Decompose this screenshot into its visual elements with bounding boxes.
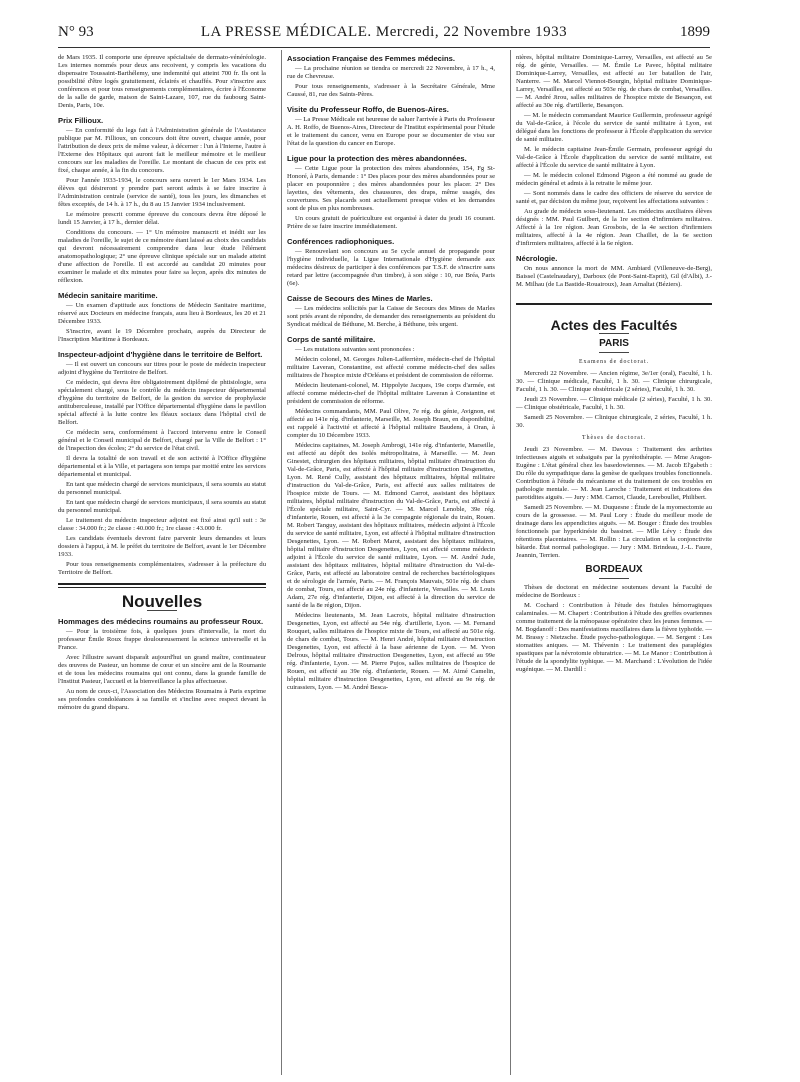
nouvelles-heading: Nouvelles — [121, 592, 203, 611]
paragraph: Pour tous renseignements complémentaires, s'adresser à la préfecture du Territoire de Belfort. — [58, 561, 266, 576]
heading-dash — [599, 578, 629, 579]
paragraph: Médecin colonel, M. Georges Julien-Lafferrière, médecin-chef de l'hôpital militaire Laveran, Constantine, est affecté comme médecin-chef des salles militaires de l'hospice mixte d'Orléans et président de commission de réforme. — [287, 356, 495, 379]
section-title: Conférences radiophoniques. — [287, 237, 395, 246]
paragraph: — Cette Ligue pour la protection des mères abandonnées, 154, Fg St-Honoré, à Paris, demande : 1° Des places pour des mères abandonnées pour se placer en pouponnière ; des mères abandonnées pour les placer. 2° Des layettes, des vêtements, des chaussures, des draps, même usagés, des couvertures. Ses placards sont actuellement presque vides et les demandes sont de plus en plus nombreuses. — [287, 165, 495, 212]
paragraph: Mercredi 22 Novembre. — Ancien régime, 3e/1er (oral), Faculté, 1 h. 30. — Clinique médicale, Faculté, 1 h. 30. — Clinique chirurgicale, Faculté, 1 h. 30. — Clinique obstétricale (2 séries), Faculté, 1 h. 30. — [516, 370, 712, 393]
paragraph: Médecin lieutenant-colonel, M. Hippolyte Jacques, 19e corps d'armée, est affecté comme médecin-chef de l'hôpital militaire Laveran à Constantine et président de commission de réforme. — [287, 382, 495, 405]
paragraph: — Renouvelant son concours au 5e cycle annuel de propagande pour l'hygiène individuelle, la Ligue Internationale d'Hygiène demande aux médecins désireux de participer à des conférences par T.S.F. de s'inscrire sans retard par lettre (accompagnée d'un timbre), à son siège : 10, rue Bréa, Paris (6e). — [287, 248, 495, 287]
theses-label: Thèses de doctorat. — [582, 435, 646, 441]
paragraph: — Un examen d'aptitude aux fonctions de Médecin Sanitaire maritime, réservé aux Docteurs en médecine français, aura lieu à Bordeaux, les 20 et 21 Décembre 1933. — [58, 302, 266, 325]
paragraph: — En conformité du legs fait à l'Administration générale de l'Assistance publique par M. Fillioux, un concours doit être ouvert, chaque année, pour l'attribution de deux prix de même valeur, à décerner : l'un à l'Interne, l'autre à l'Externe des Hôpitaux qui auront fait le meilleur mémoire et le meilleur concours sur les maladies de l'oreille. Le montant de chacun de ces prix est fixé, chaque année, à la fin du concours. — [58, 127, 266, 174]
paragraph: — Sont nommés dans le cadre des officiers de réserve du service de santé et, par décision du même jour, reçoivent les affectations suivantes : — [516, 190, 712, 205]
section-rule — [516, 303, 712, 305]
examens-label: Examens de doctorat. — [578, 359, 650, 365]
heading-dash — [599, 333, 629, 334]
actes-heading: Actes des Facultés — [550, 317, 678, 333]
journal-title: LA PRESSE MÉDICALE. Mercredi, 22 Novembre 1933 — [200, 24, 568, 40]
paragraph: Jeudi 23 Novembre. — Clinique médicale (2 séries), Faculté, 1 h. 30. — Clinique obstétricale, Faculté, 1 h. 30. — [516, 396, 712, 411]
section-title: Caisse de Secours des Mines de Marles. — [287, 294, 433, 303]
page-header — [58, 24, 710, 46]
paragraph: Il devra la totalité de son travail et de son activité à l'Office d'hygiène départemental et à la Ville, et partagera son temps par moitié entre les services départemental et municipal. — [58, 455, 266, 478]
section-title: Visite du Professeur Roffo, de Buenos-Aires. — [287, 105, 449, 114]
paragraph: Médecins commandants, MM. Paul Olive, 7e rég. du génie, Avignon, est affecté au 141e rég. d'infanterie, Marseille, M. Joseph Braun, en disponibilité, est rappelé à l'activité et affecté à l'hôpital militaire Baudens, à Oran, à compter du 10 Décembre 1933. — [287, 408, 495, 439]
paragraph: Médecins lieutenants, M. Jean Lacroix, hôpital militaire d'instruction Desgenettes, Lyon, est affecté au 54e rég. d'artillerie, Lyon. — M. Fernand Rouquet, salles militaires de l'hospice mixte de Tours, est affecté au 501e rég. de chars de combat, Tours. — M. Henri André, hôpital militaire d'instruction Desgenettes, Lyon, est affecté à la base aérienne de Lyon. — M. Yvon Delrous, hôpital militaire d'instruction Desgenettes, Lyon, est affecté au 99e rég. d'infanterie, Lyon. — M. Pierre Pujos, salles militaires de l'hospice de Rouen, est affecté au 39e rég. d'infanterie, Rouen. — M. Aimé Camelin, hôpital militaire d'instruction Desgenettes, Lyon, est affecté au 9e rég. de cuirassiers, Lyon. — M. André Besca- — [287, 612, 495, 691]
paragraph: nières, hôpital militaire Dominique-Larrey, Versailles, est affecté au 5e rég. de génie, Versailles. — M. Émile Le Pavec, hôpital militaire Dominique-Larrey, Versailles, est affecté au 1er bataillon de l'air, Nanterre. — M. Marcel Viennot-Bourgin, hôpital militaire Dominique-Larrey, Versailles, est affecté au 503e rég. de chars de combat, Versailles. — M. André Jirou, salles militaires de l'hospice mixte de Besançon, est affecté au 30e rég. d'artillerie, Besançon. — [516, 54, 712, 109]
paragraph: En tant que médecin chargé de services municipaux, il sera soumis au statut du personnel municipal. — [58, 481, 267, 496]
paragraph: Samedi 25 Novembre. — M. Duquesne : Étude de la myomectomie au cours de la grossesse. — M. Paul Lory : Étude du meilleur mode de drainage dans les appendicites aiguës. — M. Bouger : Étude des troubles fonctionnels par hyperkinésie du bassinet. — Mlle Lévy : Étude des rétentions placentaires. — M. Rollin : La circulation et la conjonctivite bâtarde. État normal pathologique. — Jury : MM. Brindeau, J.-L. Faure, Jeannin, Terrien. — [516, 504, 712, 559]
heading-dash — [599, 352, 629, 353]
paragraph: Le mémoire prescrit comme épreuve du concours devra être déposé le lundi 15 Janvier, à 17 h., dernier délai. — [58, 211, 266, 226]
paragraph: de Mars 1935. Il comporte une épreuve spécialisée de dermato-vénéréologie. Les internes nommés pour deux ans recoivent, y compris les vacations du dispensaire Toussaint-Barthélemy, une indemnité qui atteint 700 fr. Ils ont la possibilité d'être logés gratuitement, éclairés et chauffés. Pour s'inscrire aux conférences et pour tous renseignements complémentaires, écrire à l'Économe de la salle de garde, maison de Saint-Lazare, 107, rue du faubourg Saint-Denis, Paris, 10e. — [58, 54, 266, 109]
paragraph: Au nom de ceux-ci, l'Association des Médecins Roumains à Paris exprime ses profondes condoléances à sa famille et s'incline avec respect devant la mémoire du grand disparu. — [58, 688, 266, 711]
paragraph: — La Presse Médicale est heureuse de saluer l'arrivée à Paris du Professeur A. H. Roffo, de Buenos-Aires, Directeur de l'Institut expérimental pour l'étude et le traitement du cancer, venu en Europe pour se documenter de visu sur l'état de la question du cancer en Europe. — [287, 116, 495, 147]
paragraph: Samedi 25 Novembre. — Clinique chirurgicale, 2 séries, Faculté, 1 h. 30. — [516, 414, 712, 429]
paragraph: Thèses de doctorat en médecine soutenues devant la Faculté de médecine de Bordeaux : — [516, 584, 712, 599]
column-divider — [510, 50, 511, 1075]
page-number: 1899 — [680, 24, 710, 40]
paragraph: — M. le médecin commandant Maurice Guillermin, professeur agrégé du Val-de-Grâce, à l'école du service de santé militaire à Lyon, est délégué dans les fonctions de professeur à l'École d'application du service de santé militaire. — [516, 112, 712, 143]
section-title: Nécrologie. — [516, 254, 558, 263]
paragraph: M. le médecin capitaine Jean-Émile Germain, professeur agrégé du Val-de-Grâce à l'École d'application du service de santé militaire, est affecté à l'École du service de santé militaire à Lyon. — [516, 146, 712, 169]
paragraph: M. Cochard : Contribution à l'étude des fistules hémorragiques calaminales. — M. Chapert : Contribution à l'étude des greffes ovariennes comme traitement de la ménopause opératoire chez les jeunes femmes. — M. Bogdanoff : Des manifestations maxillaires dans la fièvre typhoïde. — M. Brassy : Nietzsche. Étude psycho-pathologique. — M. Sergent : Les stomatites aniques. — M. Thévenin : Le traitement des paraplégies spastiques par la névrotomie obturatrice. — M. Le Manor : Contribution à l'étude de la spondylite typhique. — M. Marchand : L'évolution de l'idée eugénique. — M. Dardill : — [516, 602, 712, 673]
paragraph: — Pour la troisième fois, à quelques jours d'intervalle, la mort du professeur Émile Roux frappe douloureusement la science universelle et la France. — [58, 628, 266, 651]
paragraph: Médecins capitaines, M. Joseph Ambrogi, 141e rég. d'infanterie, Marseille, est affecté au dépôt des isolés métropolitains, à Marseille. — M. Jean Ginestet, chirurgien des hôpitaux militaires, hôpital militaire d'instruction du Val-de-Grâce, Paris, est affecté à l'hôpital militaire d'instruction Desgenettes, Lyon. M. René Cully, assistant des hôpitaux militaires, hôpital militaire d'instruction du Val-de-Grâce, Paris, est affecté aux salles militaires de l'hospice mixte de Tours. — M. Edmond Carrot, assistant des hôpitaux militaires, hôpital militaire d'instruction du Val-de-Grâce, Paris, est affecté à l'École spéciale militaire, Saint-Cyr. — M. Marcel Lenoble, 39e rég. d'infanterie, Rouen, est affecté à la 3e compagnie régionale du train, Rouen. M. Robert Tanguy, assistant des hôpitaux militaires, médecin adjoint à l'École du service de santé militaire, Lyon, est affecté à l'hôpital militaire d'instruction Desgenettes, Lyon. — M. Robert Marot, assistant des hôpitaux militaires, hôpital militaire d'instruction Desgenettes, Lyon, est affecté comme médecin adjoint à l'École du service de santé militaire, Lyon. — M. André Jude, assistant des hôpitaux militaires, hôpital militaire d'instruction du Val-de-Grâce, Paris, est affecté au laboratoire central de recherches bactériologiques et de sérologie de l'armée, Paris. — M. François Mauvais, 501e rég. de chars de combat, Tours, est affecté au 24e rég. d'infanterie, Versailles. — M. Louis Adam, 27e rég. d'infanterie, Dijon, est affecté à la direction du service de santé de la 8e région, Dijon. — [287, 442, 495, 609]
issue-number: N° 93 — [58, 24, 94, 40]
paragraph: — Les mutations suivantes sont prononcées : — [295, 346, 415, 353]
paragraph: — La prochaine réunion se tiendra ce mercredi 22 Novembre, à 17 h., 4, rue de Chevreuse. — [287, 65, 495, 80]
paragraph: Ce médecin sera, conformément à l'accord intervenu entre le Conseil général et le Conseil municipal de Belfort, chargé par la Ville de Belfort : 1° de l'inspection des écoles; 2° du service de l'état civil. — [58, 429, 266, 452]
paragraph: En tant que médecin chargé de services municipaux, il sera soumis au statut du personnel municipal. — [58, 499, 267, 514]
column-divider — [281, 50, 282, 1075]
column-3 — [516, 54, 712, 676]
section-title: Prix Fillioux. — [58, 116, 104, 125]
paragraph: On nous annonce la mort de MM. Ambiard (Villeneuve-de-Berg), Baissel (Castelnaudary), Darboux (de Pont-Saint-Esprit), Gil (d'Albi), J.-M. Milhau (de La Bastide-Rouairoux), Jean Arnaltat (Béziers). — [516, 265, 712, 288]
section-rule — [58, 587, 266, 588]
paragraph: Avec l'illustre savant disparaît aujourd'hui un grand maître, continuateur des œuvres de Pasteur, un homme de cœur et un sincère ami de la Roumanie et de tous les médecins roumains qui ont connu, dans la grande famille de l'Institut Pasteur, l'accueil et la bienveillance la plus affectueuse. — [58, 654, 266, 685]
paragraph: — Il est ouvert un concours sur titres pour le poste de médecin inspecteur adjoint d'hygiène du Territoire de Belfort. — [58, 361, 266, 376]
paragraph: Les candidats éventuels devront faire parvenir leurs demandes et leurs dossiers à l'appui, à M. le préfet du territoire de Belfort, avant le 1er Décembre 1933. — [58, 535, 266, 558]
paragraph: Pour tous renseignements, s'adresser à la Secrétaire Générale, Mme Caussé, 81, rue des Saints-Pères. — [287, 83, 495, 98]
section-title: Association Française des Femmes médecins. — [287, 54, 455, 63]
paragraph: — Les médecins sollicités par la Caisse de Secours des Mines de Marles sont priés avant de répondre, de demander des renseignements au président du Syndicat médical de Béthune, M. Berche, à Béthune, très urgent. — [287, 305, 495, 328]
paragraph: Le traitement du médecin inspecteur adjoint est fixé ainsi qu'il suit : 3e classe : 34.000 fr.; 2e classe : 40.000 fr.; 1re classe : 43.000 fr. — [58, 517, 266, 532]
bordeaux-heading: BORDEAUX — [585, 564, 643, 575]
paragraph: Ce médecin, qui devra être obligatoirement diplômé de phtisiologie, sera spécialement chargé, sous le contrôle du médecin inspecteur départemental d'hygiène du territoire de Belfort, de la gestion du service de prophylaxie antituberculeuse, installé par l'Office départemental d'hygiène dans le pavillon spécial affecté à la lutte contre les fléaux sociaux dans l'hôpital civil de Belfort. — [58, 379, 266, 426]
header-rule — [58, 47, 710, 48]
section-title: Ligue pour la protection des mères abandonnées. — [287, 154, 467, 163]
paragraph: — M. le médecin colonel Edmond Pigeon a été nommé au grade de médecin général et admis à la retraite le même jour. — [516, 172, 712, 187]
section-title: Corps de santé militaire. — [287, 335, 376, 344]
column-2 — [287, 54, 495, 694]
paragraph: Jeudi 23 Novembre. — M. Davous : Traitement des arthrites infectieuses aiguës et subaiguës par la pyrétothérapie. — Mme Aragon-Eugène : L'état général chez les basedowiennes. — M. Jacob El'gabeth : Du rôle du sympathique dans la genèse de quelques troubles fonctionnels. Contribution à l'étude du mécanisme et du traitement de ces troubles en pathologie mentale. — M. Jean Laroche : Traitement et indications des parotidites aiguës. — Jury : MM. Carnot, Claude, Lereboullet, Philibert. — [516, 446, 712, 501]
section-title: Médecin sanitaire maritime. — [58, 291, 158, 300]
paris-heading: PARIS — [599, 338, 629, 349]
paragraph: Pour l'année 1933-1934, le concours sera ouvert le 1er Mars 1934. Les élèves qui désireront y prendre part seront admis à se faire inscrire à l'Administration centrale (service de santé), tous les jours, les dimanches et fêtes exceptés, de 14 h. à 17 h., du 8 au 15 Janvier 1934 inclusivement. — [58, 177, 266, 208]
section-rule — [58, 583, 266, 585]
column-1 — [58, 54, 266, 714]
paragraph: Au grade de médecin sous-lieutenant. Les médecins auxiliaires élèves désignés : MM. Paul Guilbert, de la 1re section d'infirmiers militaires. Affecté à la 1re région. Jean Grosbois, de la 4e section d'infirmiers militaires, affecté à la 4e région. Jean Chaillet, de la 6e section d'infirmiers militaires, affecté à la 6e région. — [516, 208, 712, 247]
paragraph: Conditions du concours. — 1° Un mémoire manuscrit et inédit sur les maladies de l'oreille, le sujet de ce mémoire étant laissé au choix des candidats qui devront nécessairement comprendre dans leur étude l'élément anatomopathologique; 2° une épreuve clinique spéciale sur un malade atteint d'une affection de l'oreille. Il est accordé au candidat 20 minutes pour examiner le malade et dix minutes pour faire sa leçon, après dix minutes de réflexion. — [58, 229, 266, 284]
paragraph: S'inscrire, avant le 19 Décembre prochain, auprès du Directeur de l'Inscription Maritime à Bordeaux. — [58, 328, 266, 343]
section-title: Hommages des médecins roumains au professeur Roux. — [58, 617, 264, 626]
paragraph: Un cours gratuit de puériculture est organisé à dater du jeudi 16 courant. Prière de se faire inscrire immédiatement. — [287, 215, 495, 230]
section-title: Inspecteur-adjoint d'hygiène dans le territoire de Belfort. — [58, 350, 263, 359]
